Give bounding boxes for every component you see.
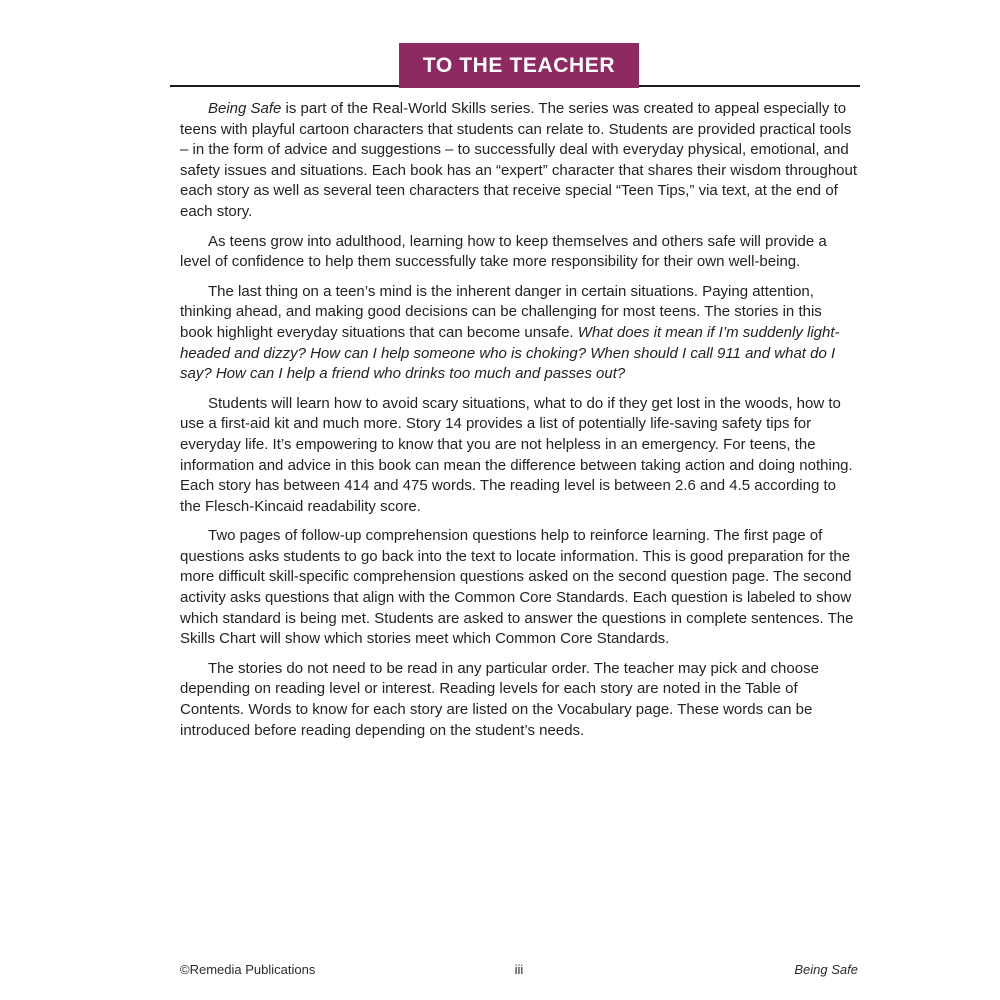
paragraph-4-text: Students will learn how to avoid scary situations, what to do if they get lost in the woods, how to use a first-aid kit and much more. Story 14 provides a list of potentially life-saving safety tips for everyday life. It’s empowering to know that you are not helpless in an emergency. For teens, the information and advice in this book can mean the difference between taking action and doing nothing. Each story has between 414 and 475 words. The reading level is between 2.6 and 4.5 according to the Flesch-Kincaid readability score. xyxy=(180,394,853,515)
paragraph-2-text: As teens grow into adulthood, learning how to keep themselves and others safe will provide a level of confidence to help them successfully take more responsibility for their own well-being. xyxy=(180,232,827,271)
paragraph-3-text: The last thing on a teen’s mind is the inherent danger in certain situations. Paying attention, thinking ahead, and making good decisions can be challenging for most teens. The stories in this book highlight everyday situations that can become unsafe. xyxy=(180,282,822,341)
section-title-band-box xyxy=(399,43,639,88)
footer-page-number: iii xyxy=(514,962,524,977)
paragraph-6-text: The stories do not need to be read in any particular order. The teacher may pick and choose depending on reading level or interest. Reading levels for each story are noted in the Table of Contents. Words to know for each story are listed on the Vocabulary page. These words can be introduced before reading depending on the student’s needs. xyxy=(180,659,819,739)
paragraph-3 xyxy=(180,282,858,385)
paragraph-5-text: Two pages of follow-up comprehension questions help to reinforce learning. The first page of questions asks students to go back into the text to locate information. This is good preparation for the more difficult skill-specific comprehension questions asked on the second question page. The second activity asks questions that align with the Common Core Standards. Each question is labeled to show which standard is being met. Students are asked to answer the questions in complete sentences. The Skills Chart will show which stories meet which Common Core Standards. xyxy=(180,527,854,648)
paragraph-2 xyxy=(180,232,858,273)
paragraph-1 xyxy=(180,99,858,223)
paragraph-3-italic-segment: What does it mean if I’m suddenly light-headed and dizzy? How can I help someone who is choking? When should I call 911 and what do I say? How can I help a friend who drinks too much and passes out? xyxy=(180,323,840,383)
footer-copyright: ©Remedia Publications xyxy=(180,962,316,977)
paragraph-6 xyxy=(180,659,858,741)
paragraph-5 xyxy=(180,526,858,650)
paragraph-1-italic-segment: Being Safe xyxy=(208,100,282,117)
paragraph-4 xyxy=(180,394,858,518)
section-header xyxy=(170,41,860,88)
paragraph-1-text: is part of the Real-World Skills series. The series was created to appeal especially to teens with playful cartoon characters that students can relate to. Students are provided practical tools – in the form of advice and suggestions – to successfully deal with everyday physical, emotional, and safety issues and situations. Each book has an “expert” character that shares their wisdom throughout each story as well as several teen characters that receive special “Teen Tips,” via text, at the end of each story. xyxy=(180,100,858,220)
page-footer xyxy=(180,962,858,977)
body-text xyxy=(180,99,858,750)
page-title: TO THE TEACHER xyxy=(422,53,616,77)
footer-book-title: Being Safe xyxy=(794,962,858,977)
